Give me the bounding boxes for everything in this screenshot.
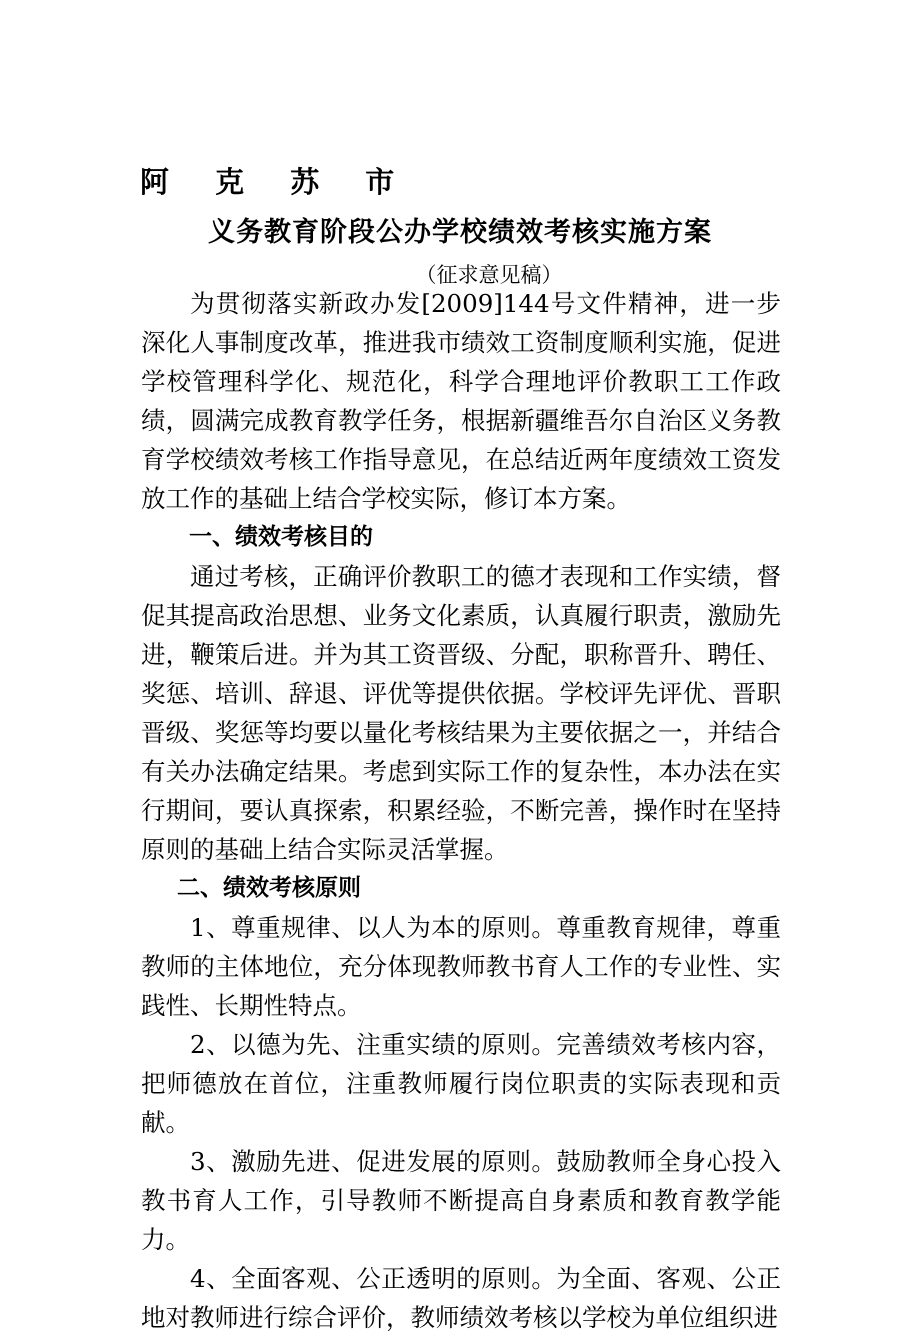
principle-item: 3、激励先进、促进发展的原则。鼓励教师全身心投入教书育人工作，引导教师不断提高自身素质和教育教学能力。 [141,1147,781,1254]
section-heading-principles: 二、绩效考核原则 [177,875,361,901]
purpose-paragraph: 通过考核，正确评价教职工的德才表现和工作实绩，督促其提高政治思想、业务文化素质，认真履行职责，激励先进，鞭策后进。并为其工资晋级、分配，职称晋升、聘任、奖惩、培训、辞退、评优等提供依据。学校评先评优、晋职晋级、奖惩等均要以量化考核结果为主要依据之一，并结合有关办法确定结果。考虑到实际工作的复杂性，本办法在实行期间，要认真探索，积累经验，不断完善，操作时在坚持原则的基础上结合实际灵活掌握。 [141,562,781,864]
document-subtitle: （征求意见稿） [415,263,563,287]
principle-item: 4、全面客观、公正透明的原则。为全面、客观、公正地对教师进行综合评价，教师绩效考核以学校为单位组织进 [141,1264,781,1332]
intro-paragraph: 为贯彻落实新政办发[2009]144号文件精神，进一步深化人事制度改革，推进我市绩效工资制度顺利实施，促进学校管理科学化、规范化，科学合理地评价教职工工作政绩，圆满完成教育教学任务，根据新疆维吾尔自治区义务教育学校绩效考核工作指导意见，在总结近两年度绩效工资发放工作的基础上结合学校实际，修订本方案。 [141,289,781,513]
document-body [141,284,781,1337]
section-heading-purpose: 一、绩效考核目的 [189,524,373,550]
city-name: 阿 克 苏 市 [140,165,413,199]
principle-item: 1、尊重规律、以人为本的原则。尊重教育规律，尊重教师的主体地位，充分体现教师教书育人工作的专业性、实践性、长期性特点。 [141,913,781,1020]
principle-item: 2、以德为先、注重实绩的原则。完善绩效考核内容，把师德放在首位，注重教师履行岗位职责的实际表现和贡献。 [141,1030,781,1137]
document-title: 义务教育阶段公办学校绩效考核实施方案 [208,217,712,248]
